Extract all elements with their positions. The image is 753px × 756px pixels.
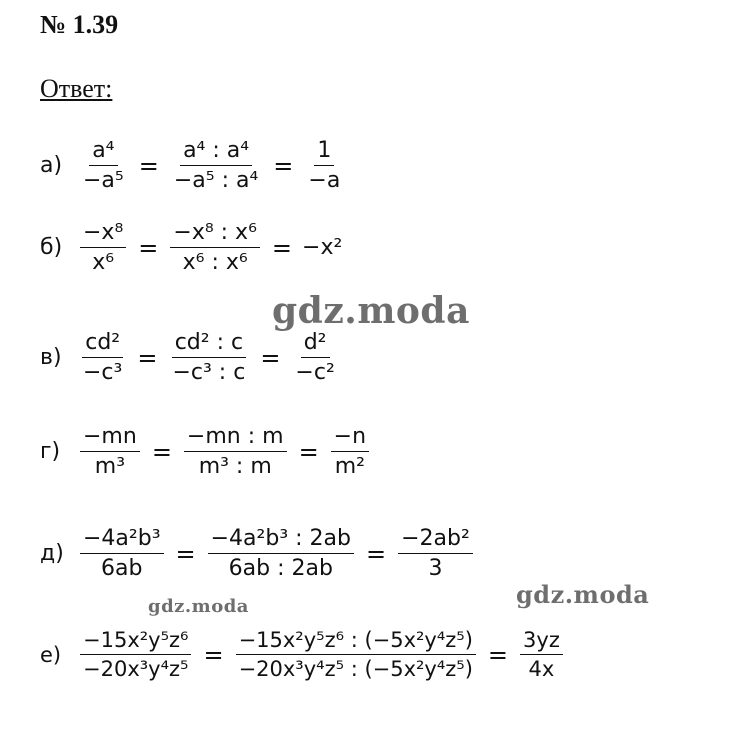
solution-row-b <box>40 220 342 275</box>
row-label: д) <box>40 541 64 566</box>
equals-sign: = <box>365 539 387 568</box>
fraction-original <box>80 330 125 385</box>
fraction-result <box>305 138 343 193</box>
denominator: 4x <box>528 657 555 681</box>
solution-row-a <box>40 138 347 193</box>
row-label: а) <box>40 153 63 178</box>
fraction-original <box>80 526 164 581</box>
denominator: x⁶ : x⁶ <box>182 250 248 275</box>
denominator: 6ab : 2ab <box>228 556 333 581</box>
denominator: x⁶ <box>92 250 115 275</box>
denominator: 6ab <box>101 556 143 581</box>
numerator: −mn <box>80 424 140 452</box>
numerator: cd² : c <box>172 330 246 358</box>
numerator: −4a²b³ <box>80 526 164 554</box>
denominator: −a⁵ <box>83 168 124 193</box>
fraction-reduction <box>169 330 248 385</box>
equals-sign: = <box>260 343 281 372</box>
solution-row-e <box>40 628 567 681</box>
fraction-result <box>292 330 337 385</box>
answer-heading: Ответ: <box>40 74 113 103</box>
equals-sign: = <box>137 343 158 372</box>
fraction-result <box>331 424 369 479</box>
numerator: a⁴ <box>89 138 117 166</box>
numerator: −15x²y⁵z⁶ <box>80 628 191 655</box>
equals-sign: = <box>203 640 224 669</box>
numerator: −x⁸ : x⁶ <box>170 220 260 248</box>
denominator: −a⁵ : a⁴ <box>173 168 259 193</box>
numerator: −x⁸ <box>80 220 126 248</box>
numerator: cd² <box>82 330 123 358</box>
denominator: −a <box>308 168 341 193</box>
denominator: m² <box>334 454 365 479</box>
solution-row-d <box>40 526 477 581</box>
denominator: −c³ <box>83 360 123 385</box>
solution-row-v <box>40 330 342 385</box>
fraction-reduction <box>170 220 260 275</box>
equals-sign: = <box>175 539 196 568</box>
equals-sign: = <box>151 437 172 466</box>
numerator: −mn : m <box>184 424 287 452</box>
equals-sign: = <box>273 151 294 180</box>
result-expression: −x² <box>302 235 343 260</box>
fraction-original <box>80 628 191 681</box>
denominator: −c² <box>295 360 335 385</box>
fraction-reduction <box>236 628 476 681</box>
numerator: d² <box>301 330 330 358</box>
numerator: −2ab² <box>398 526 473 554</box>
numerator: −4a²b³ : 2ab <box>208 526 354 554</box>
fraction-original <box>80 138 127 193</box>
fraction-original <box>80 424 140 479</box>
denominator: −20x³y⁴z⁵ : (−5x²y⁴z⁵) <box>238 657 473 681</box>
row-label: е) <box>40 642 62 667</box>
row-label: в) <box>40 345 62 370</box>
denominator: −c³ : c <box>172 360 246 385</box>
row-label: б) <box>40 235 63 260</box>
fraction-reduction <box>184 424 287 479</box>
watermark-logo: gdz.moda <box>516 580 650 609</box>
denominator: m³ : m <box>198 454 272 479</box>
watermark-logo: gdz.moda <box>272 290 470 332</box>
denominator: −20x³y⁴z⁵ <box>83 657 189 681</box>
equals-sign: = <box>298 437 319 466</box>
fraction-original <box>80 220 126 275</box>
numerator: 1 <box>314 138 334 166</box>
numerator: 3yz <box>520 628 563 655</box>
fraction-reduction <box>171 138 261 193</box>
denominator: 3 <box>428 556 443 581</box>
watermark-logo: gdz.moda <box>148 596 249 617</box>
solution-row-g <box>40 424 373 479</box>
equals-sign: = <box>138 233 159 262</box>
row-label: г) <box>40 439 61 464</box>
equals-sign: = <box>271 233 293 262</box>
numerator: a⁴ : a⁴ <box>180 138 252 166</box>
fraction-result <box>520 628 563 681</box>
numerator: −n <box>331 424 369 452</box>
problem-number: № 1.39 <box>40 10 119 39</box>
equals-sign: = <box>487 640 509 669</box>
fraction-result <box>398 526 473 581</box>
fraction-reduction <box>208 526 354 581</box>
numerator: −15x²y⁵z⁶ : (−5x²y⁴z⁵) <box>236 628 476 655</box>
equals-sign: = <box>138 151 159 180</box>
denominator: m³ <box>94 454 126 479</box>
